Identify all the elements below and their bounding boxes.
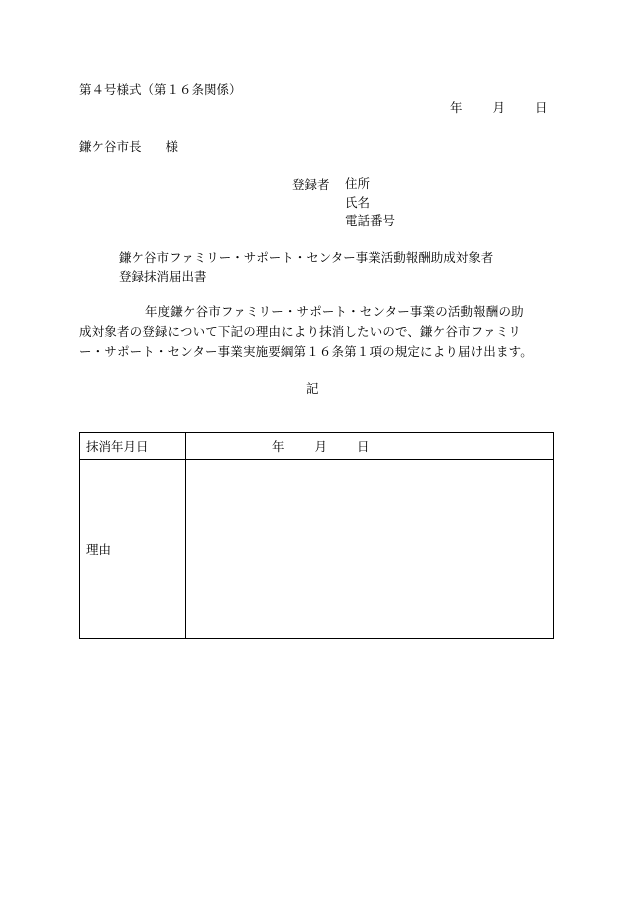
addressee <box>79 137 178 155</box>
registrant-fields <box>345 175 395 231</box>
cancellation-month-label: 月 <box>314 439 328 454</box>
name-label: 氏名 <box>345 194 371 210</box>
table-row <box>80 433 554 460</box>
cancellation-date-label: 抹消年月日 <box>80 433 186 460</box>
date-month-label: 月 <box>492 100 506 115</box>
document-title <box>119 249 493 286</box>
title-line-2: 登録抹消届出書 <box>119 268 207 284</box>
date-day-label: 日 <box>535 100 548 115</box>
registrant-label: 登録者 <box>292 177 330 192</box>
reason-label: 理由 <box>80 460 186 639</box>
addressee-name: 鎌ケ谷市長 <box>79 139 142 154</box>
form-number: 第４号様式（第１６条関係） <box>79 82 242 97</box>
title-line-1: 鎌ケ谷市ファミリー・サポート・センター事業活動報酬助成対象者 <box>119 250 494 265</box>
date-year-label: 年 <box>450 100 463 115</box>
reason-field[interactable] <box>186 460 554 639</box>
phone-label: 電話番号 <box>345 213 396 228</box>
ki-heading: 記 <box>306 381 319 396</box>
cancellation-date-field[interactable] <box>186 433 554 460</box>
body-line-2: 成対象者の登録について下記の理由により抹消したいので、鎌ケ谷市ファミリ <box>79 324 522 339</box>
body-paragraph <box>79 302 551 362</box>
addressee-honorific: 様 <box>165 139 179 154</box>
body-line-3: ー・サポート・センター事業実施要綱第１６条第１項の規定により届け出ます。 <box>79 344 533 359</box>
submission-date <box>450 98 548 116</box>
cancellation-day-label: 日 <box>357 439 370 454</box>
body-line-1: 年度鎌ケ谷市ファミリー・サポート・センター事業の活動報酬の助 <box>145 304 524 319</box>
table-row <box>80 460 554 639</box>
cancellation-year-label: 年 <box>272 439 285 454</box>
record-table <box>79 432 554 639</box>
address-label: 住所 <box>345 176 371 191</box>
